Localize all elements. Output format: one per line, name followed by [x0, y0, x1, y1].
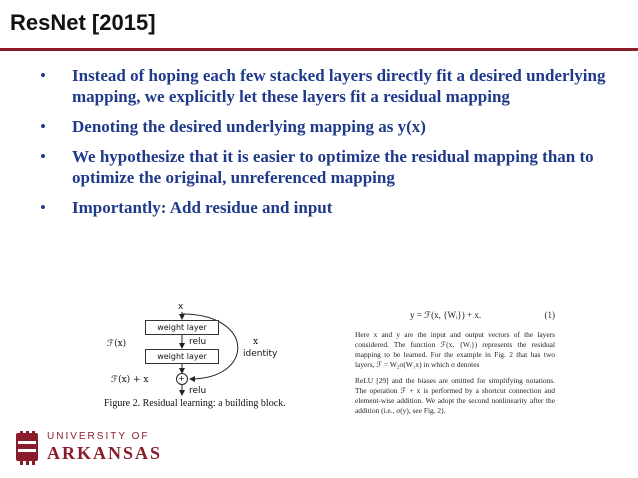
bullet-text: Instead of hoping each few stacked layers directly fit a desired underlying mapping, we explicitly let these layers fit a residual mapping — [72, 66, 606, 106]
bullet-item — [40, 65, 620, 107]
bullet-item — [40, 116, 620, 137]
weight-layer-2: weight layer — [145, 349, 219, 364]
figure-caption: Figure 2. Residual learning: a building block. — [104, 398, 286, 409]
relu-label-1: relu — [189, 337, 207, 347]
slide-title: ResNet [2015] — [10, 10, 156, 35]
equation: y = ℱ(x, {Wᵢ}) + x. — [410, 310, 482, 320]
title-bar — [0, 0, 638, 51]
sum-label: ℱ(x) + x — [111, 375, 149, 385]
logo-text-bottom: ARKANSAS — [47, 443, 163, 463]
bullet-marker: • — [40, 198, 46, 217]
logo-text-top: UNIVERSITY OF — [47, 431, 150, 442]
identity-label: identity — [243, 349, 278, 359]
bullet-text: We hypothesize that it is easier to optimize the residual mapping than to optimize the original, unreferenced mapping — [72, 147, 594, 187]
razorback-icon — [14, 429, 42, 465]
shortcut-x-label: x — [253, 337, 259, 347]
bullet-marker: • — [40, 117, 46, 136]
input-x-label: x — [178, 302, 184, 312]
plus-symbol: + — [178, 374, 185, 383]
equation-number: (1) — [544, 310, 555, 320]
university-logo — [14, 425, 174, 469]
bullet-marker: • — [40, 66, 46, 85]
weight-layer-1: weight layer — [145, 320, 219, 335]
bullet-list — [40, 65, 620, 227]
bullet-item — [40, 146, 620, 188]
excerpt-paragraph-2: ReLU [29] and the biases are omitted for simplifying notations. The operation ℱ + x is performed by a shortcut connection and element-wise addition. We adopt the second nonlinearity after the addition (i.e., σ(y), see Fig. 2). — [355, 376, 555, 415]
bullet-marker: • — [40, 147, 46, 166]
equation-row — [355, 308, 555, 324]
bullet-item — [40, 197, 620, 218]
bullet-text: Importantly: Add residue and input — [72, 198, 333, 217]
fx-label: ℱ(x) — [107, 339, 127, 349]
paper-excerpt — [355, 308, 555, 416]
excerpt-paragraph-1: Here x and y are the input and output vectors of the layers considered. The function ℱ(x, {Wᵢ}) represents the residual mapping to be learned. For the example in Fig. 2 that has two layers, ℱ = W₂σ(W₁x) in which σ denotes — [355, 330, 555, 369]
relu-label-2: relu — [189, 386, 207, 396]
bullet-text: Denoting the desired underlying mapping as y(x) — [72, 117, 426, 136]
